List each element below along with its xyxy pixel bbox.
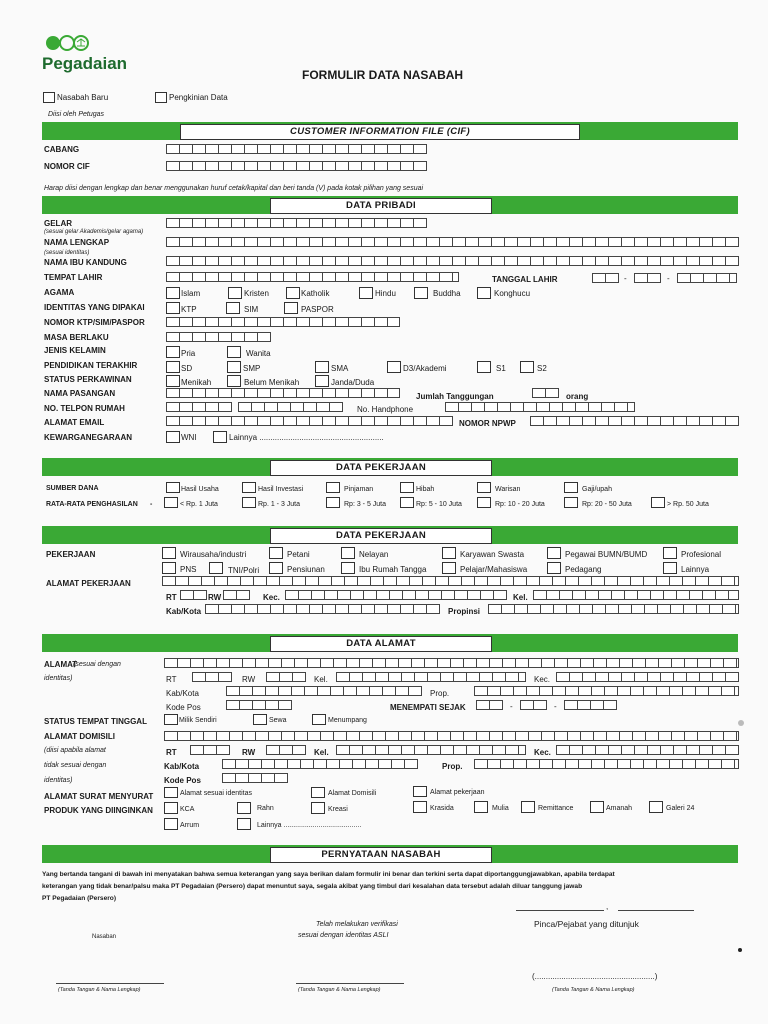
menempati-2[interactable] bbox=[520, 700, 547, 710]
section-bar-pernyataan bbox=[42, 845, 738, 863]
pendidikan-option-1: SD bbox=[181, 364, 193, 373]
kerja1-option-1: Wirausaha/industri bbox=[180, 550, 247, 559]
alamat-kab-input[interactable] bbox=[226, 686, 422, 696]
pendidikan-checkbox-1[interactable] bbox=[166, 361, 180, 373]
domisili-rt-input[interactable] bbox=[190, 745, 230, 755]
jumlah-tanggungan-input[interactable] bbox=[532, 388, 559, 398]
nama-note: (sesuai identitas) bbox=[44, 250, 90, 256]
produk-checkbox-8[interactable] bbox=[649, 801, 663, 813]
sumber-checkbox-1[interactable] bbox=[166, 482, 180, 493]
pendidikan-checkbox-6[interactable] bbox=[520, 361, 534, 373]
verifikasi-line-1: Telah melakukan verifikasi bbox=[316, 921, 398, 928]
handphone-label: No. Handphone bbox=[357, 405, 414, 414]
pendidikan-checkbox-5[interactable] bbox=[477, 361, 491, 373]
agama-checkbox-5[interactable] bbox=[414, 287, 428, 299]
alamat-kec-input[interactable] bbox=[556, 672, 739, 682]
agama-option-6: Konghucu bbox=[494, 289, 531, 298]
produk-checkbox-6[interactable] bbox=[521, 801, 535, 813]
kerja2-checkbox-4[interactable] bbox=[341, 562, 355, 574]
kerja-kab-label: Kab/Kota bbox=[166, 607, 202, 616]
status-option-2: Belum Menikah bbox=[244, 378, 300, 387]
rata-option-3: Rp: 3 - 5 Juta bbox=[344, 501, 387, 508]
tinggal-checkbox-2[interactable] bbox=[253, 714, 267, 725]
nama-pasangan-label: NAMA PASANGAN bbox=[44, 389, 116, 398]
produk-option-8: Galeri 24 bbox=[666, 805, 695, 812]
kerja-kel-input[interactable] bbox=[533, 590, 739, 600]
nama-pasangan-input[interactable] bbox=[166, 388, 400, 398]
pengkinian-label: Pengkinian Data bbox=[169, 93, 228, 102]
scan-mark bbox=[738, 948, 742, 952]
agama-checkbox-4[interactable] bbox=[359, 287, 373, 299]
alamat-rt-input[interactable] bbox=[192, 672, 232, 682]
domisili-kodepos-input[interactable] bbox=[222, 773, 288, 783]
npwp-input[interactable] bbox=[530, 416, 739, 426]
jumlah-tanggungan-label: Jumlah Tanggungan bbox=[416, 392, 494, 401]
tanggal-lahir-day[interactable] bbox=[592, 273, 619, 283]
section-title-pekerjaan-1: DATA PEKERJAAN bbox=[270, 460, 492, 476]
kerja2-option-1: PNS bbox=[180, 565, 197, 574]
kerja2-option-2: TNI/Polri bbox=[228, 566, 260, 575]
status-checkbox-1[interactable] bbox=[166, 375, 180, 387]
sumber-dana-label: SUMBER DANA bbox=[46, 485, 99, 492]
produk-checkbox-2[interactable] bbox=[237, 802, 251, 814]
alamat-kec-label: Kec. bbox=[534, 675, 551, 684]
kerja1-option-3: Nelayan bbox=[359, 550, 389, 559]
status-perkawinan-label: STATUS PERKAWINAN bbox=[44, 375, 132, 384]
agama-option-4: Hindu bbox=[375, 289, 396, 298]
alamat-prop-label: Prop. bbox=[430, 689, 450, 698]
nasabah-sign-line bbox=[56, 983, 164, 984]
status-checkbox-2[interactable] bbox=[227, 375, 241, 387]
telpon-rumah-input[interactable] bbox=[238, 402, 343, 412]
identitas-label: IDENTITAS YANG DIPAKAI bbox=[44, 303, 145, 312]
kerja1-option-5: Pegawai BUMN/BUMD bbox=[565, 550, 648, 559]
section-bar-alamat bbox=[42, 634, 738, 652]
rata-penghasilan-label: RATA-RATA PENGHASILAN bbox=[46, 501, 138, 508]
kerja1-checkbox-3[interactable] bbox=[341, 547, 355, 559]
alamat-rt-label: RT bbox=[166, 675, 177, 684]
tanggal-lahir-month[interactable] bbox=[634, 273, 661, 283]
agama-option-5: Buddha bbox=[433, 289, 461, 298]
brand-name: Pegadaian bbox=[42, 54, 128, 73]
kerja2-checkbox-6[interactable] bbox=[547, 562, 561, 574]
alamat-rw-label: RW bbox=[242, 675, 256, 684]
alamat-note-2: identitas) bbox=[44, 675, 73, 682]
email-input[interactable] bbox=[166, 416, 453, 426]
identitas-checkbox-2[interactable] bbox=[226, 302, 240, 314]
sumber-checkbox-4[interactable] bbox=[400, 482, 414, 493]
kelamin-option-1: Pria bbox=[181, 349, 196, 358]
agama-checkbox-1[interactable] bbox=[166, 287, 180, 299]
tinggal-checkbox-1[interactable] bbox=[164, 714, 178, 725]
pendidikan-option-2: SMP bbox=[243, 364, 261, 373]
tempat-lahir-label: TEMPAT LAHIR bbox=[44, 273, 103, 282]
agama-checkbox-3[interactable] bbox=[286, 287, 300, 299]
kerja2-checkbox-7[interactable] bbox=[663, 562, 677, 574]
verifikasi-sign-line bbox=[296, 983, 404, 984]
cabang-input[interactable] bbox=[166, 144, 427, 154]
instruction-text: Harap diisi dengan lengkap dan benar menggunakan huruf cetak/kapital dan beri tanda (V) pada kotak pilihan yang sesuai bbox=[44, 185, 424, 192]
kerja-prop-label: Propinsi bbox=[448, 607, 481, 616]
nomor-id-label: NOMOR KTP/SIM/PASPOR bbox=[44, 318, 145, 327]
pendidikan-option-4: D3/Akademi bbox=[403, 364, 447, 373]
surat-option-2: Alamat Domisili bbox=[328, 790, 377, 797]
section-bar-pekerjaan-1 bbox=[42, 458, 738, 476]
tanggal-lahir-year[interactable] bbox=[677, 273, 737, 283]
rata-option-4: Rp: 5 - 10 Juta bbox=[416, 501, 462, 508]
nasabah-sign-caption: (Tanda Tangan & Nama Lengkap) bbox=[58, 987, 141, 993]
kerja2-option-5: Pelajar/Mahasiswa bbox=[460, 565, 528, 574]
form-title: FORMULIR DATA NASABAH bbox=[302, 68, 464, 82]
kerja-prop-input[interactable] bbox=[488, 604, 739, 614]
surat-option-1: Alamat sesuai identitas bbox=[180, 790, 252, 797]
pendidikan-checkbox-2[interactable] bbox=[227, 361, 241, 373]
ibu-kandung-input[interactable] bbox=[166, 256, 739, 266]
agama-option-3: Katholik bbox=[301, 289, 330, 298]
tinggal-option-1: Milik Sendiri bbox=[179, 717, 217, 724]
kerja2-checkbox-1[interactable] bbox=[162, 562, 176, 574]
diisi-petugas-label: Diisi oleh Petugas bbox=[48, 111, 105, 118]
domisili-rt-label: RT bbox=[166, 748, 177, 757]
status-option-1: Menikah bbox=[181, 378, 212, 387]
rata-checkbox-5[interactable] bbox=[477, 497, 491, 508]
kerja-kec-label: Kec. bbox=[263, 593, 280, 602]
nama-lengkap-input[interactable] bbox=[166, 237, 739, 247]
section-title-cif: CUSTOMER INFORMATION FILE (CIF) bbox=[180, 124, 580, 140]
produk-option-6: Remittance bbox=[538, 805, 574, 812]
kelamin-checkbox-2[interactable] bbox=[227, 346, 241, 358]
produk-label: PRODUK YANG DIINGINKAN bbox=[44, 806, 153, 815]
pinca-sign-caption: (Tanda Tangan & Nama Lengkap) bbox=[552, 987, 635, 993]
kerja2-checkbox-5[interactable] bbox=[442, 562, 456, 574]
nasabah-baru-checkbox[interactable] bbox=[43, 92, 55, 103]
alamat-kel-input[interactable] bbox=[336, 672, 526, 682]
produk-checkbox-9[interactable] bbox=[164, 818, 178, 830]
domisili-kodepos-label: Kode Pos bbox=[164, 776, 201, 785]
alamat-pekerjaan-input[interactable] bbox=[162, 576, 739, 586]
sumber-checkbox-2[interactable] bbox=[242, 482, 256, 493]
rata-checkbox-7[interactable] bbox=[651, 497, 665, 508]
identitas-option-1: KTP bbox=[181, 305, 197, 314]
tinggal-option-2: Sewa bbox=[269, 717, 287, 724]
alamat-note: (sesuai dengan bbox=[73, 661, 121, 668]
produk-checkbox-10[interactable] bbox=[237, 818, 251, 830]
warga-checkbox-1[interactable] bbox=[166, 431, 180, 443]
status-checkbox-3[interactable] bbox=[315, 375, 329, 387]
kerja2-checkbox-3[interactable] bbox=[269, 562, 283, 574]
kerja-kab-input[interactable] bbox=[205, 604, 440, 614]
produk-option-9: Arrum bbox=[180, 822, 200, 829]
kerja1-checkbox-2[interactable] bbox=[269, 547, 283, 559]
masa-berlaku-input[interactable] bbox=[166, 332, 271, 342]
date-dash-1: - bbox=[624, 274, 627, 283]
domisili-prop-input[interactable] bbox=[474, 759, 739, 769]
gelar-input[interactable] bbox=[166, 218, 427, 228]
menempati-dash-1: - bbox=[510, 702, 513, 711]
domisili-input[interactable] bbox=[164, 731, 739, 741]
alamat-label: ALAMAT bbox=[44, 660, 78, 669]
domisili-kel-label: Kel. bbox=[314, 748, 329, 757]
domisili-kec-input[interactable] bbox=[556, 745, 739, 755]
rata-checkbox-2[interactable] bbox=[242, 497, 256, 508]
produk-option-2: Rahn bbox=[257, 805, 274, 812]
domisili-rw-input[interactable] bbox=[266, 745, 306, 755]
agama-checkbox-2[interactable] bbox=[228, 287, 242, 299]
kerja1-checkbox-5[interactable] bbox=[547, 547, 561, 559]
email-label: ALAMAT EMAIL bbox=[44, 418, 105, 427]
sumber-option-6: Gaji/upah bbox=[582, 486, 612, 493]
agama-option-2: Kristen bbox=[244, 289, 269, 298]
section-title-pekerjaan-2: DATA PEKERJAAN bbox=[270, 528, 492, 544]
identitas-checkbox-3[interactable] bbox=[284, 302, 298, 314]
tinggal-option-3: Menumpang bbox=[328, 717, 367, 724]
alamat-kodepos-input[interactable] bbox=[226, 700, 292, 710]
sumber-checkbox-3[interactable] bbox=[326, 482, 340, 493]
section-bar-pekerjaan-2 bbox=[42, 526, 738, 544]
kerja-rw-input[interactable] bbox=[223, 590, 250, 600]
status-option-3: Janda/Duda bbox=[331, 378, 375, 387]
domisili-label: ALAMAT DOMISILI bbox=[44, 732, 115, 741]
surat-option-3: Alamat pekerjaan bbox=[430, 789, 485, 796]
rata-checkbox-1[interactable] bbox=[164, 497, 178, 508]
surat-checkbox-2[interactable] bbox=[311, 787, 325, 798]
rata-option-6: Rp: 20 - 50 Juta bbox=[582, 501, 632, 508]
kelamin-option-2: Wanita bbox=[246, 349, 271, 358]
gelar-label: GELAR bbox=[44, 219, 72, 228]
domisili-kab-label: Kab/Kota bbox=[164, 762, 200, 771]
kerja1-checkbox-6[interactable] bbox=[663, 547, 677, 559]
produk-option-5: Mulia bbox=[492, 805, 509, 812]
domisili-kel-input[interactable] bbox=[336, 745, 526, 755]
produk-option-4: Krasida bbox=[430, 805, 454, 812]
pernyataan-line-3: PT Pegadaian (Persero) bbox=[42, 895, 117, 902]
kelamin-checkbox-1[interactable] bbox=[166, 346, 180, 358]
kerja-rt-label: RT bbox=[166, 593, 177, 602]
kerja2-option-4: Ibu Rumah Tangga bbox=[359, 565, 427, 574]
kewarganegaraan-label: KEWARGANEGARAAN bbox=[44, 433, 132, 442]
agama-checkbox-6[interactable] bbox=[477, 287, 491, 299]
agama-option-1: Islam bbox=[181, 289, 201, 298]
identitas-checkbox-1[interactable] bbox=[166, 302, 180, 314]
tempat-lahir-input[interactable] bbox=[166, 272, 459, 282]
produk-checkbox-4[interactable] bbox=[413, 801, 427, 813]
rata-option-1: < Rp. 1 Juta bbox=[180, 501, 218, 508]
produk-checkbox-5[interactable] bbox=[474, 801, 488, 813]
kerja2-option-3: Pensiunan bbox=[287, 565, 325, 574]
pernyataan-line-2: keterangan yang tidak benar/palsu maka PT Pegadaian (Persero) dapat menuntut saya, segala akibat yang timbul dari kesalahan data tersebut adalah diluar tanggung jawab bbox=[42, 883, 583, 890]
rata-option-2: Rp. 1 - 3 Juta bbox=[258, 501, 301, 508]
section-title-alamat: DATA ALAMAT bbox=[270, 636, 492, 652]
kerja1-option-2: Petani bbox=[287, 550, 310, 559]
logo-icon bbox=[44, 34, 94, 52]
tanggal-lahir-label: TANGGAL LAHIR bbox=[492, 275, 558, 284]
kerja2-checkbox-2[interactable] bbox=[209, 562, 223, 574]
produk-option-7: Amanah bbox=[606, 805, 633, 812]
kerja-kec-input[interactable] bbox=[285, 590, 507, 600]
status-tinggal-label: STATUS TEMPAT TINGGAL bbox=[44, 717, 147, 726]
verifikasi-sign-caption: (Tanda Tangan & Nama Lengkap) bbox=[298, 987, 381, 993]
kerja1-checkbox-1[interactable] bbox=[162, 547, 176, 559]
pendidikan-option-5: S1 bbox=[496, 364, 506, 373]
section-title-pribadi: DATA PRIBADI bbox=[270, 198, 492, 214]
warga-checkbox-2[interactable] bbox=[213, 431, 227, 443]
alamat-prop-input[interactable] bbox=[474, 686, 739, 696]
domisili-rw-label: RW bbox=[242, 748, 256, 757]
pegadaian-logo bbox=[42, 34, 152, 74]
pendidikan-checkbox-3[interactable] bbox=[315, 361, 329, 373]
rata-checkbox-4[interactable] bbox=[400, 497, 414, 508]
pendidikan-label: PENDIDIKAN TERAKHIR bbox=[44, 361, 138, 370]
kerja1-option-4: Karyawan Swasta bbox=[460, 550, 525, 559]
cabang-label: CABANG bbox=[44, 145, 80, 154]
sumber-checkbox-5[interactable] bbox=[477, 482, 491, 493]
section-title-pernyataan: PERNYATAAN NASABAH bbox=[270, 847, 492, 863]
rata-checkbox-3[interactable] bbox=[326, 497, 340, 508]
telpon-rumah-label: NO. TELPON RUMAH bbox=[44, 404, 125, 413]
produk-option-10: Lainnya ........................................ bbox=[257, 822, 362, 829]
kerja2-option-7: Lainnya bbox=[681, 565, 710, 574]
kerja1-checkbox-4[interactable] bbox=[442, 547, 456, 559]
nomor-id-input[interactable] bbox=[166, 317, 400, 327]
alamat-rw-input[interactable] bbox=[266, 672, 306, 682]
rata-dash: - bbox=[150, 501, 153, 508]
comma: , bbox=[606, 902, 609, 911]
pinca-sign-paren: (......................................................) bbox=[532, 972, 658, 981]
masa-berlaku-label: MASA BERLAKU bbox=[44, 333, 109, 342]
pinca-date-line-1 bbox=[516, 910, 604, 911]
produk-option-1: KCA bbox=[180, 806, 195, 813]
ibu-kandung-label: NAMA IBU KANDUNG bbox=[44, 258, 127, 267]
gelar-note: (sesuai gelar Akademis/gelar agama) bbox=[44, 229, 144, 235]
section-bar-cif bbox=[42, 122, 738, 140]
sumber-option-4: Hibah bbox=[416, 486, 435, 493]
alamat-kel-label: Kel. bbox=[314, 675, 328, 684]
domisili-note-3: identitas) bbox=[44, 777, 73, 784]
pinca-date-line-2 bbox=[618, 910, 694, 911]
menempati-3[interactable] bbox=[564, 700, 617, 710]
pendidikan-option-6: S2 bbox=[537, 364, 547, 373]
menempati-dash-2: - bbox=[554, 702, 557, 711]
kerja-kel-label: Kel. bbox=[513, 593, 528, 602]
surat-checkbox-1[interactable] bbox=[164, 787, 178, 798]
date-dash-2: - bbox=[667, 274, 670, 283]
rata-option-7: > Rp. 50 Juta bbox=[667, 501, 709, 508]
alamat-pekerjaan-label: ALAMAT PEKERJAAN bbox=[46, 579, 131, 588]
nomor-cif-label: NOMOR CIF bbox=[44, 162, 90, 171]
surat-label: ALAMAT SURAT MENYURAT bbox=[44, 792, 154, 801]
produk-checkbox-1[interactable] bbox=[164, 802, 178, 814]
surat-checkbox-3[interactable] bbox=[413, 786, 427, 797]
produk-checkbox-7[interactable] bbox=[590, 801, 604, 813]
verifikasi-line-2: sesuai dengan identitas ASLI bbox=[298, 932, 389, 939]
sumber-checkbox-6[interactable] bbox=[564, 482, 578, 493]
telpon-area-input[interactable] bbox=[166, 402, 232, 412]
domisili-kec-label: Kec. bbox=[534, 748, 551, 757]
domisili-note-2: tidak sesuai dengan bbox=[44, 762, 107, 769]
kerja1-option-6: Profesional bbox=[681, 550, 722, 559]
alamat-kab-label: Kab/Kota bbox=[166, 689, 199, 698]
nama-lengkap-label: NAMA LENGKAP bbox=[44, 238, 110, 247]
kerja-rt-input[interactable] bbox=[180, 590, 207, 600]
sumber-option-3: Pinjaman bbox=[344, 486, 374, 493]
rata-option-5: Rp: 10 - 20 Juta bbox=[495, 501, 545, 508]
jenis-kelamin-label: JENIS KELAMIN bbox=[44, 346, 106, 355]
pengkinian-checkbox[interactable] bbox=[155, 92, 167, 103]
pendidikan-option-3: SMA bbox=[331, 364, 349, 373]
produk-option-3: Kreasi bbox=[328, 806, 348, 813]
pinca-label: Pinca/Pejabat yang ditunjuk bbox=[534, 919, 639, 929]
domisili-kab-input[interactable] bbox=[222, 759, 418, 769]
menempati-label: MENEMPATI SEJAK bbox=[390, 703, 466, 712]
identitas-option-3: PASPOR bbox=[301, 305, 334, 314]
kerja2-option-6: Pedagang bbox=[565, 565, 602, 574]
pekerjaan-label: PEKERJAAN bbox=[46, 550, 96, 559]
agama-label: AGAMA bbox=[44, 288, 75, 297]
sumber-option-5: Warisan bbox=[495, 486, 521, 493]
warga-option-1: WNI bbox=[181, 433, 197, 442]
nasabah-sign-label: Nasaban bbox=[92, 934, 117, 940]
nomor-cif-input[interactable] bbox=[166, 161, 427, 171]
orang-label: orang bbox=[566, 392, 589, 401]
scan-dot bbox=[738, 720, 744, 726]
rata-checkbox-6[interactable] bbox=[564, 497, 578, 508]
npwp-label: NOMOR NPWP bbox=[459, 419, 516, 428]
alamat-kodepos-label: Kode Pos bbox=[166, 703, 201, 712]
section-bar-pribadi bbox=[42, 196, 738, 214]
menempati-1[interactable] bbox=[476, 700, 503, 710]
sumber-option-2: Hasil Investasi bbox=[258, 486, 304, 493]
kerja-rw-label: RW bbox=[208, 593, 222, 602]
pendidikan-checkbox-4[interactable] bbox=[387, 361, 401, 373]
identitas-option-2: SIM bbox=[244, 305, 259, 314]
nasabah-baru-label: Nasabah Baru bbox=[57, 93, 109, 102]
tinggal-checkbox-3[interactable] bbox=[312, 714, 326, 725]
warga-option-2: Lainnya ........................................................ bbox=[229, 433, 384, 442]
produk-checkbox-3[interactable] bbox=[311, 802, 325, 814]
alamat-input[interactable] bbox=[164, 658, 739, 668]
domisili-prop-label: Prop. bbox=[442, 762, 463, 771]
handphone-input[interactable] bbox=[445, 402, 635, 412]
domisili-note-1: (diisi apabila alamat bbox=[44, 747, 106, 754]
pernyataan-line-1: Yang bertanda tangani di bawah ini menyatakan bahwa semua keterangan yang saya berikan dalam formulir ini benar dan terkini serta dapat diportanggungjawabkan, apabila terdapat bbox=[42, 871, 615, 878]
sumber-option-1: Hasil Usaha bbox=[181, 486, 219, 493]
